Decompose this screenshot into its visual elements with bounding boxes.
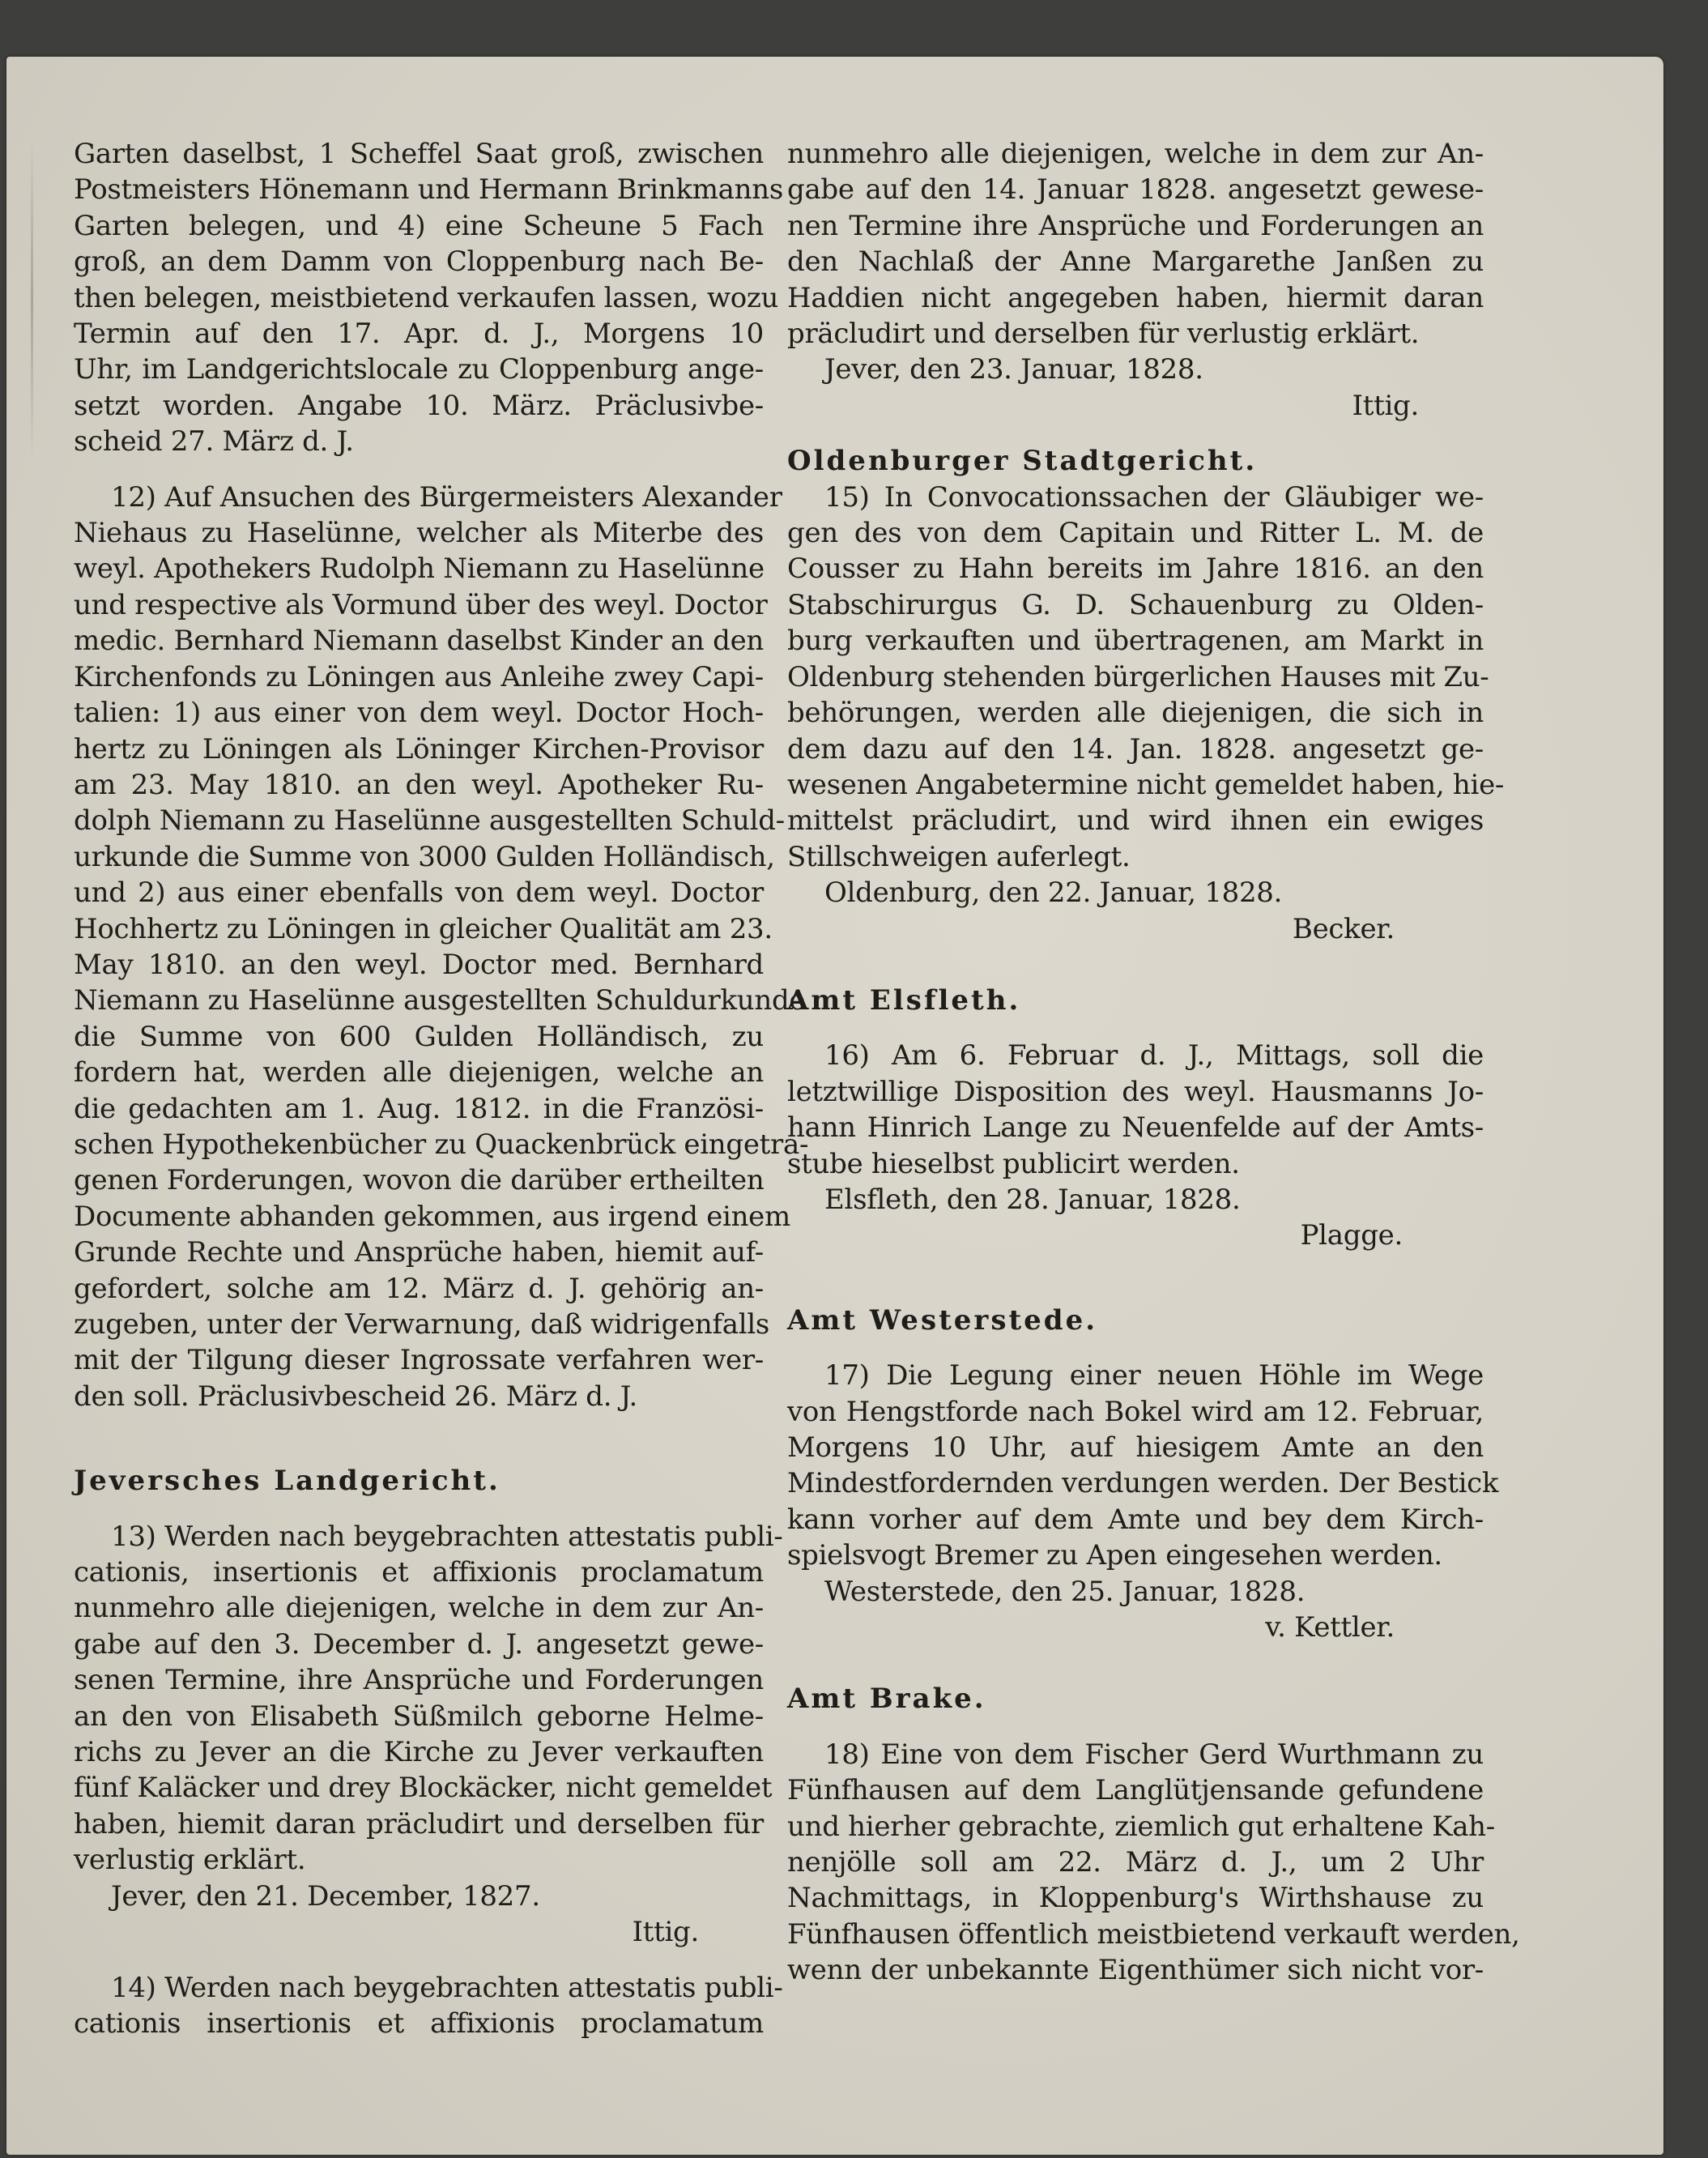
text-line: 18) Eine von dem Fischer Gerd Wurthmann zu <box>824 1738 1484 1771</box>
date-line: Oldenburg, den 22. Januar, 1828. <box>824 876 1283 910</box>
text-line: medic. Bernhard Niemann daselbst Kinder an den <box>74 625 765 658</box>
right-column <box>787 136 1520 1989</box>
text-line: Stillschweigen auferlegt. <box>787 840 1131 873</box>
text-line: hertz zu Löningen als Löninger Kirchen-Provisor <box>74 732 764 766</box>
text-line: Postmeisters Hönemann und Hermann Brinkmanns <box>74 173 783 207</box>
signature: Ittig. <box>632 1916 699 1949</box>
text-line: then belegen, meistbietend verkaufen lassen, wozu <box>74 281 779 314</box>
text-line: gabe auf den 14. Januar 1828. angesetzt gewese- <box>787 173 1484 207</box>
text-line: Fünfhausen auf dem Langlütjensande gefundene <box>787 1774 1484 1807</box>
text-line: dem dazu auf den 14. Jan. 1828. angesetzt ge- <box>787 732 1484 766</box>
text-line: mit der Tilgung dieser Ingrossate verfahren wer- <box>74 1344 764 1377</box>
date-line: Jever, den 21. December, 1827. <box>111 1879 540 1913</box>
section-15 <box>787 480 1505 947</box>
text-line: Oldenburg stehenden bürgerlichen Hauses mit Zu- <box>787 660 1489 693</box>
text-line: talien: 1) aus einer von dem weyl. Doctor Hoch- <box>74 697 764 730</box>
section-heading-jever: Jeversches Landgericht. <box>74 1465 500 1498</box>
text-line: 17) Die Legung einer neuen Höhle im Wege <box>824 1359 1484 1392</box>
text-line: nenjölle soll am 22. März d. J., um 2 Uhr <box>787 1846 1484 1879</box>
text-line: Cousser zu Hahn bereits im Jahre 1816. an den <box>787 552 1484 586</box>
text-line: präcludirt und derselben für verlustig erklärt. <box>787 318 1420 351</box>
text-line: mittelst präcludirt, und wird ihnen ein ewiges <box>787 804 1484 838</box>
text-line: und 2) aus einer ebenfalls von dem weyl. Doctor <box>74 876 764 910</box>
text-line: wenn der unbekannte Eigenthümer sich nicht vor- <box>787 1954 1484 1987</box>
text-line: zugeben, unter der Verwarnung, daß widrigenfalls <box>74 1308 770 1341</box>
text-line: dolph Niemann zu Haselünne ausgestellten Schuld- <box>74 804 785 838</box>
section-14-start <box>74 1970 783 2042</box>
text-line: cationis insertionis et affixionis proclamatum <box>74 2007 764 2040</box>
text-line: Haddien nicht angegeben haben, hiermit daran <box>787 281 1484 314</box>
text-line: setzt worden. Angabe 10. März. Präclusivbe- <box>74 389 764 422</box>
text-line: Kirchenfonds zu Löningen aus Anleihe zwey Capi- <box>74 660 764 693</box>
section-14-continuation <box>787 136 1484 424</box>
text-line: den soll. Präclusivbescheid 26. März d. J. <box>74 1380 637 1413</box>
text-line: Niehaus zu Haselünne, welcher als Miterbe des <box>74 517 764 550</box>
text-line: und hierher gebrachte, ziemlich gut erhaltene Kah- <box>787 1810 1495 1843</box>
text-line: senen Termine, ihre Ansprüche und Forderungen <box>74 1664 764 1697</box>
document-page <box>6 57 1663 2155</box>
page-fold-mark <box>31 138 33 462</box>
text-line: den Nachlaß der Anne Margarethe Janßen zu <box>787 245 1484 279</box>
left-column <box>74 136 809 2041</box>
text-line: groß, an dem Damm von Cloppenburg nach Be- <box>74 245 764 279</box>
section-heading-oldenburg: Oldenburger Stadtgericht. <box>787 445 1258 478</box>
section-heading-elsfleth: Amt Elsfleth. <box>787 983 1021 1017</box>
date-line: Westerstede, den 25. Januar, 1828. <box>824 1575 1305 1608</box>
text-line: Niemann zu Haselünne ausgestellten Schuldurkunde <box>74 984 806 1017</box>
text-line: wesenen Angabetermine nicht gemeldet haben, hie- <box>787 768 1505 801</box>
text-line: burg verkauften und übertragenen, am Markt in <box>787 625 1484 658</box>
text-line: Hochhertz zu Löningen in gleicher Qualität am 23. <box>74 912 773 945</box>
text-line: schen Hypothekenbücher zu Quackenbrück eingetra- <box>74 1128 809 1161</box>
text-line: behörungen, werden alle diejenigen, die sich in <box>787 697 1484 730</box>
section-11-continuation <box>74 136 783 460</box>
text-line: gabe auf den 3. December d. J. angesetzt gewe- <box>74 1627 764 1661</box>
text-line: Stabschirurgus G. D. Schauenburg zu Olden- <box>787 588 1484 621</box>
text-line: hann Hinrich Lange zu Neuenfelde auf der Amts- <box>787 1111 1484 1145</box>
section-18 <box>787 1737 1520 1989</box>
text-line: nunmehro alle diejenigen, welche in dem zur An- <box>74 1592 764 1625</box>
text-line: weyl. Apothekers Rudolph Niemann zu Haselünne <box>74 552 765 586</box>
date-line: Elsfleth, den 28. Januar, 1828. <box>824 1183 1241 1216</box>
text-line: genen Forderungen, wovon die darüber ertheilten <box>74 1164 765 1197</box>
signature: v. Kettler. <box>1265 1611 1395 1644</box>
text-line: richs zu Jever an die Kirche zu Jever verkauften <box>74 1736 764 1769</box>
section-17 <box>787 1358 1499 1645</box>
text-line: 12) Auf Ansuchen des Bürgermeisters Alexander <box>111 480 782 514</box>
signature: Becker. <box>1292 912 1395 945</box>
text-line: fünf Kaläcker und drey Blockäcker, nicht gemeldet <box>74 1772 773 1805</box>
text-line: 13) Werden nach beygebrachten attestatis publi- <box>111 1520 783 1553</box>
text-line: nunmehro alle diejenigen, welche in dem zur An- <box>787 138 1484 170</box>
signature: Ittig. <box>1352 389 1419 422</box>
text-line: verlustig erklärt. <box>74 1844 306 1877</box>
text-line: letztwillige Disposition des weyl. Hausmanns Jo- <box>787 1075 1484 1108</box>
text-line: an den von Elisabeth Süßmilch geborne Helme- <box>74 1700 764 1733</box>
section-heading-westerstede: Amt Westerstede. <box>787 1303 1098 1337</box>
text-line: stube hieselbst publicirt werden. <box>787 1147 1240 1180</box>
text-line: May 1810. an den weyl. Doctor med. Bernhard <box>74 948 764 981</box>
section-12 <box>74 480 809 1415</box>
text-line: die gedachten am 1. Aug. 1812. in die Französi- <box>74 1092 764 1125</box>
text-line: Garten daselbst, 1 Scheffel Saat groß, zwischen <box>74 138 764 170</box>
text-line: Uhr, im Landgerichtslocale zu Cloppenburg ange- <box>74 353 764 386</box>
text-line: von Hengstforde nach Bokel wird am 12. Februar, <box>787 1395 1484 1428</box>
text-line: und respective als Vormund über des weyl. Doctor <box>74 588 768 621</box>
text-line: spielsvogt Bremer zu Apen eingesehen werden. <box>787 1539 1442 1572</box>
text-line: 14) Werden nach beygebrachten attestatis publi- <box>111 1971 783 2004</box>
text-line: 16) Am 6. Februar d. J., Mittags, soll die <box>824 1039 1484 1073</box>
text-line: Documente abhanden gekommen, aus irgend einem <box>74 1200 790 1233</box>
text-line: Nachmittags, in Kloppenburg's Wirthshause zu <box>787 1882 1484 1915</box>
text-line: gen des von dem Capitain und Ritter L. M. de <box>787 517 1484 550</box>
text-line: 15) In Convocationssachen der Gläubiger we- <box>824 480 1484 514</box>
text-line: Termin auf den 17. Apr. d. J., Morgens 10 <box>74 318 764 351</box>
text-line: Grunde Rechte und Ansprüche haben, hiemit auf- <box>74 1236 764 1269</box>
section-13 <box>74 1519 783 1951</box>
text-line: Mindestfordernden verdungen werden. Der Bestick <box>787 1467 1499 1500</box>
signature: Plagge. <box>1300 1219 1403 1252</box>
text-line: fordern hat, werden alle diejenigen, welche an <box>74 1056 764 1090</box>
section-16 <box>787 1038 1484 1253</box>
text-line: haben, hiemit daran präcludirt und derselben für <box>74 1807 764 1840</box>
section-heading-brake: Amt Brake. <box>787 1682 986 1716</box>
text-line: die Summe von 600 Gulden Holländisch, zu <box>74 1020 764 1053</box>
text-line: Garten belegen, und 4) eine Scheune 5 Fach <box>74 209 764 242</box>
text-line: am 23. May 1810. an den weyl. Apotheker Ru- <box>74 768 764 801</box>
text-line: nen Termine ihre Ansprüche und Forderungen an <box>787 209 1484 242</box>
text-line: kann vorher auf dem Amte und bey dem Kirch- <box>787 1503 1484 1536</box>
text-line: Fünfhausen öffentlich meistbietend verkauft werden, <box>787 1917 1520 1951</box>
text-line: gefordert, solche am 12. März d. J. gehörig an- <box>74 1272 764 1305</box>
date-line: Jever, den 23. Januar, 1828. <box>824 353 1203 386</box>
text-line: Morgens 10 Uhr, auf hiesigem Amte an den <box>787 1431 1484 1464</box>
text-line: cationis, insertionis et affixionis proclamatum <box>74 1556 764 1589</box>
text-line: scheid 27. März d. J. <box>74 425 354 458</box>
text-line: urkunde die Summe von 3000 Gulden Holländisch, <box>74 840 775 873</box>
